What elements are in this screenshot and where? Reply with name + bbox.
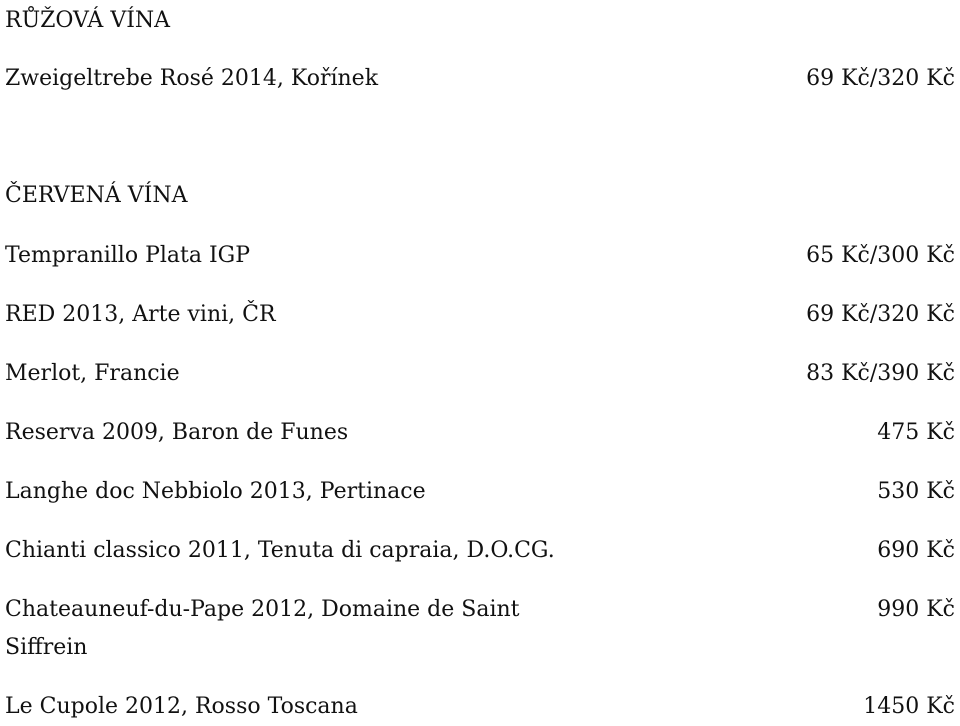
wine-name: RED 2013, Arte vini, ČR	[5, 302, 276, 327]
wine-name: Langhe doc Nebbiolo 2013, Pertinace	[5, 479, 426, 504]
wine-price: 69 Kč/320 Kč	[806, 66, 955, 91]
section-title-rose-wines: RŮŽOVÁ VÍNA	[5, 8, 171, 33]
wine-item	[5, 473, 955, 511]
wine-price: 65 Kč/300 Kč	[806, 243, 955, 268]
wine-name: Zweigeltrebe Rosé 2014, Kořínek	[5, 66, 379, 91]
wine-name: Tempranillo Plata IGP	[5, 243, 251, 268]
wine-item	[5, 688, 955, 726]
wine-name: Le Cupole 2012, Rosso Toscana	[5, 694, 358, 719]
wine-price: 1450 Kč	[863, 694, 955, 719]
wine-item	[5, 532, 955, 570]
wine-price: 990 Kč	[877, 597, 955, 622]
wine-price: 83 Kč/390 Kč	[806, 361, 955, 386]
wine-price: 69 Kč/320 Kč	[806, 302, 955, 327]
wine-item	[5, 296, 955, 334]
wine-price: 475 Kč	[877, 420, 955, 445]
wine-name: Chianti classico 2011, Tenuta di capraia, D.O.CG.	[5, 538, 555, 563]
wine-name: Chateauneuf-du-Pape 2012, Domaine de Saint Siffrein	[5, 597, 520, 660]
wine-item	[5, 591, 955, 667]
wine-item	[5, 355, 955, 393]
wine-price: 690 Kč	[877, 538, 955, 563]
wine-item	[5, 237, 955, 275]
wine-name: Merlot, Francie	[5, 361, 180, 386]
wine-price: 530 Kč	[877, 479, 955, 504]
wine-item	[5, 60, 955, 98]
section-title-red-wines: ČERVENÁ VÍNA	[5, 183, 188, 208]
wine-name: Reserva 2009, Baron de Funes	[5, 420, 349, 445]
wine-item	[5, 414, 955, 452]
